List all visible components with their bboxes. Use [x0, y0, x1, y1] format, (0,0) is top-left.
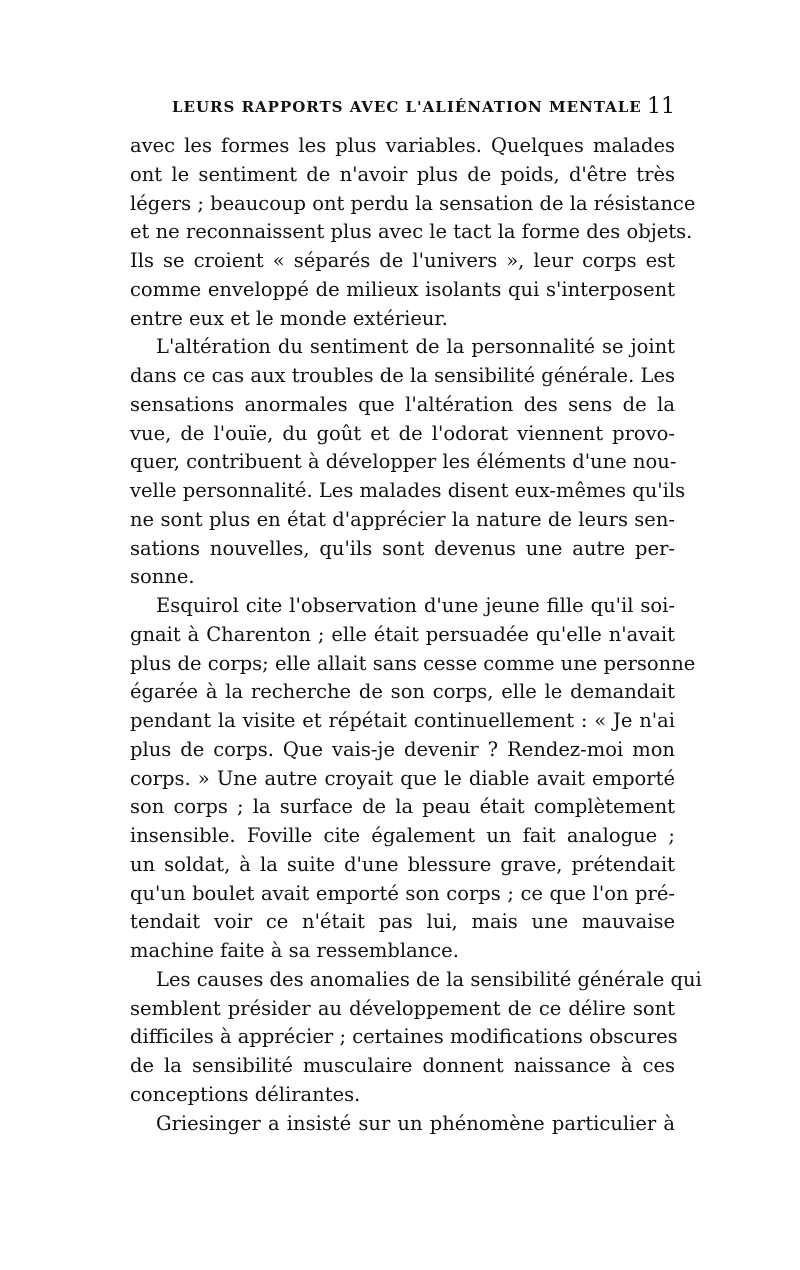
text-line: sations nouvelles, qu'ils sont devenus une autre per- — [130, 536, 675, 560]
page-number: 11 — [647, 94, 675, 119]
running-title: LEURS RAPPORTS AVEC L'ALIÉNATION MENTALE — [172, 98, 642, 116]
text-line: de la sensibilité musculaire donnent naissance à ces — [130, 1054, 675, 1077]
text-line: un soldat, à la suite d'une blessure grave, prétendait — [130, 852, 675, 876]
running-head — [130, 94, 675, 122]
text-line: tendait voir ce n'était pas lui, mais une mauvaise — [130, 910, 675, 934]
text-line: insensible. Foville cite également un fait analogue ; — [130, 824, 675, 847]
text-line: plus de corps; elle allait sans cesse comme une personne — [130, 651, 696, 675]
text-line: ont le sentiment de n'avoir plus de poids, d'être très — [130, 162, 675, 186]
text-line: son corps ; la surface de la peau était complètement — [130, 795, 675, 819]
text-line: Esquirol cite l'observation d'une jeune fille qu'il soi- — [156, 594, 675, 617]
text-line: sonne. — [130, 565, 195, 589]
text-line: entre eux et le monde extérieur. — [130, 306, 448, 330]
text-line: Les causes des anomalies de la sensibilité générale qui — [156, 967, 702, 991]
text-line: corps. » Une autre croyait que le diable avait emporté — [130, 766, 675, 790]
text-line: conceptions délirantes. — [130, 1082, 361, 1106]
text-line: avec les formes les plus variables. Quelques malades — [130, 134, 675, 157]
text-line: légers ; beaucoup ont perdu la sensation de la résistance — [130, 191, 696, 215]
text-line: sensations anormales que l'altération des sens de la — [130, 392, 675, 416]
text-line: pendant la visite et répétait continuellement : « Je n'ai — [130, 709, 675, 732]
text-line: plus de corps. Que vais-je devenir ? Rendez-moi mon — [130, 737, 675, 761]
text-line: dans ce cas aux troubles de la sensibilité générale. Les — [130, 364, 675, 387]
text-line: Ils se croient « séparés de l'univers », leur corps est — [130, 249, 675, 272]
text-line: difficiles à apprécier ; certaines modifications obscures — [130, 1025, 678, 1049]
text-line: égarée à la recherche de son corps, elle le demandait — [130, 680, 675, 704]
text-line: machine faite à sa ressemblance. — [130, 939, 459, 962]
text-line: quer, contribuent à développer les éléments d'une nou- — [130, 450, 677, 474]
text-line: gnait à Charenton ; elle était persuadée qu'elle n'avait — [130, 622, 675, 646]
text-line: velle personnalité. Les malades disent eux-mêmes qu'ils — [130, 479, 686, 502]
text-line: ne sont plus en état d'apprécier la nature de leurs sen- — [130, 507, 675, 531]
text-line: vue, de l'ouïe, du goût et de l'odorat viennent provo- — [130, 421, 675, 445]
text-line: et ne reconnaissent plus avec le tact la forme des objets. — [130, 220, 693, 244]
text-line: semblent présider au développement de ce délire sont — [130, 996, 675, 1020]
text-line: comme enveloppé de milieux isolants qui s'interposent — [130, 277, 675, 301]
body-text — [130, 132, 702, 1138]
text-line: Griesinger a insisté sur un phénomène particulier à — [156, 1111, 675, 1135]
text-line: L'altération du sentiment de la personnalité se joint — [156, 335, 675, 359]
text-line: qu'un boulet avait emporté son corps ; ce que l'on pré- — [130, 881, 675, 905]
